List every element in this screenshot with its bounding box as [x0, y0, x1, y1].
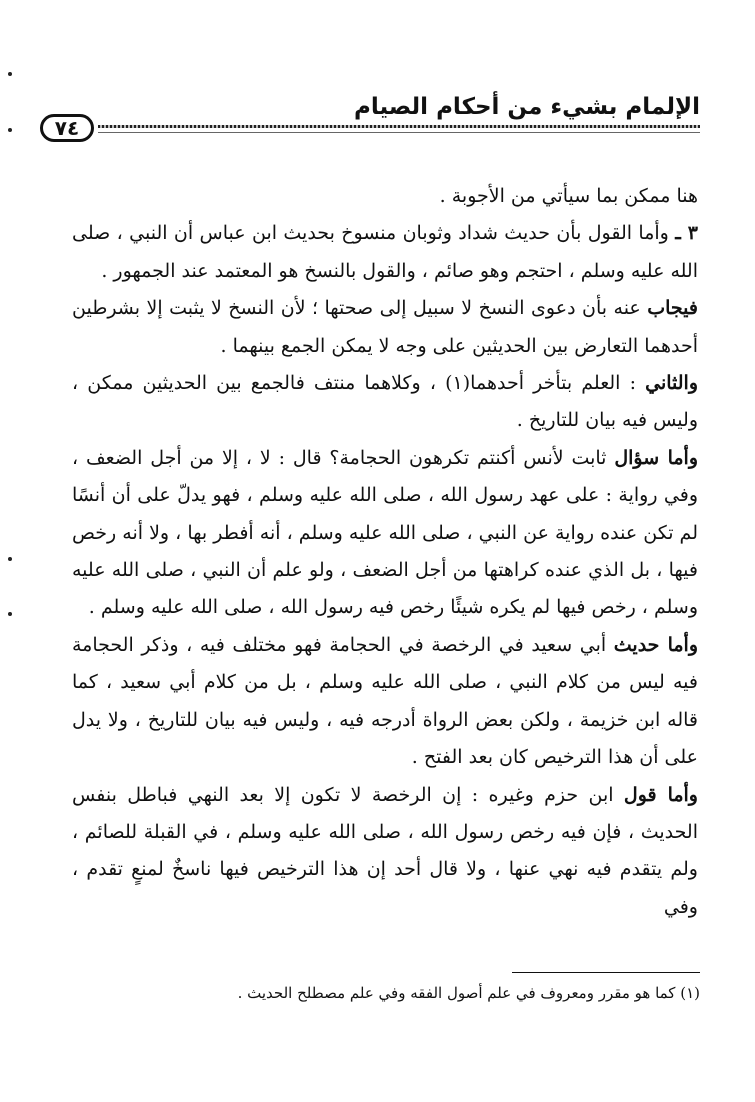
paragraph-lead: وأما قول — [623, 783, 698, 806]
footnote-rule — [512, 972, 700, 973]
header-rule — [98, 125, 700, 128]
page-header — [40, 92, 700, 140]
paragraph-text: ثابت لأنس أكنتم تكرهون الحجامة؟ قال : لا ، إلا من أجل الضعف ، وفي رواية : على عهد رسول الله ، صلى الله عليه وسلم ، فهو يدلّ على أن أنسًا لم تكن عنده رواية عن النبي ، صلى الله عليه وسلم ، أنه أفطر بها ، ولا أنه رخص فيها ، بل الذي عنده كراهتها من أجل الضعف ، ولو علم أن النبي ، صلى الله عليه وسلم ، رخص فيها لم يكره شيئًا رخص فيه رسول الله ، صلى الله عليه وسلم . — [72, 446, 698, 619]
paragraph — [72, 215, 698, 290]
page-number: ٧٤ — [40, 114, 94, 142]
paragraph — [72, 627, 698, 777]
paragraph-text: عنه بأن دعوى النسخ لا سبيل إلى صحتها ؛ لأن النسخ لا يثبت إلا بشرطين أحدهما التعارض بين الحديثين على وجه لا يمكن الجمع بينهما . — [72, 297, 698, 357]
margin-mark — [8, 612, 12, 616]
margin-mark — [8, 128, 12, 132]
body-text — [72, 178, 698, 926]
paragraph — [72, 290, 698, 365]
paragraph-text: هنا ممكن بما سيأتي من الأجوبة . — [439, 185, 698, 207]
footnote: (١) كما هو مقرر ومعروف في علم أصول الفقه وفي علم مصطلح الحديث . — [237, 984, 700, 1002]
paragraph-lead: وأما حديث — [613, 633, 699, 656]
paragraph — [72, 178, 698, 215]
paragraph — [72, 365, 698, 440]
paragraph-lead: ٣ ـ — [675, 222, 698, 245]
running-title: الإلمام بشيء من أحكام الصيام — [354, 94, 700, 120]
header-rule — [98, 132, 700, 133]
paragraph-lead: وأما سؤال — [614, 446, 698, 469]
paragraph-lead: فيجاب — [647, 297, 698, 320]
paragraph-text: وأما القول بأن حديث شداد وثوبان منسوخ بحديث ابن عباس أن النبي ، صلى الله عليه وسلم ، احتجم وهو صائم ، والقول بالنسخ هو المعتمد عند الجمهور . — [72, 222, 698, 282]
paragraph-text: أبي سعيد في الرخصة في الحجامة فهو مختلف فيه ، وذكر الحجامة فيه ليس من كلام النبي ، صلى الله عليه وسلم ، بل من كلام أبي سعيد ، كما قاله ابن خزيمة ، ولكن بعض الرواة أدرجه فيه ، وليس فيه بيان للتاريخ ، ولا يدل على أن هذا الترخيص كان بعد الفتح . — [72, 633, 698, 769]
margin-mark — [8, 72, 12, 76]
paragraph — [72, 440, 698, 627]
paragraph-text: : العلم بتأخر أحدهما(١) ، وكلاهما منتف فالجمع بين الحديثين ممكن ، وليس فيه بيان للتاريخ . — [72, 372, 698, 432]
paragraph-text: ابن حزم وغيره : إن الرخصة لا تكون إلا بعد النهي فباطل بنفس الحديث ، فإن فيه رخص رسول الله ، صلى الله عليه وسلم ، في القبلة للصائم ، ولم يتقدم فيه نهي عنها ، ولا قال أحد إن هذا الترخيص فيها ناسخٌ لمنعٍ تقدم ، وفي — [72, 783, 698, 918]
paragraph-lead: والثاني — [645, 372, 698, 395]
paragraph — [72, 777, 698, 927]
margin-mark — [8, 557, 12, 561]
